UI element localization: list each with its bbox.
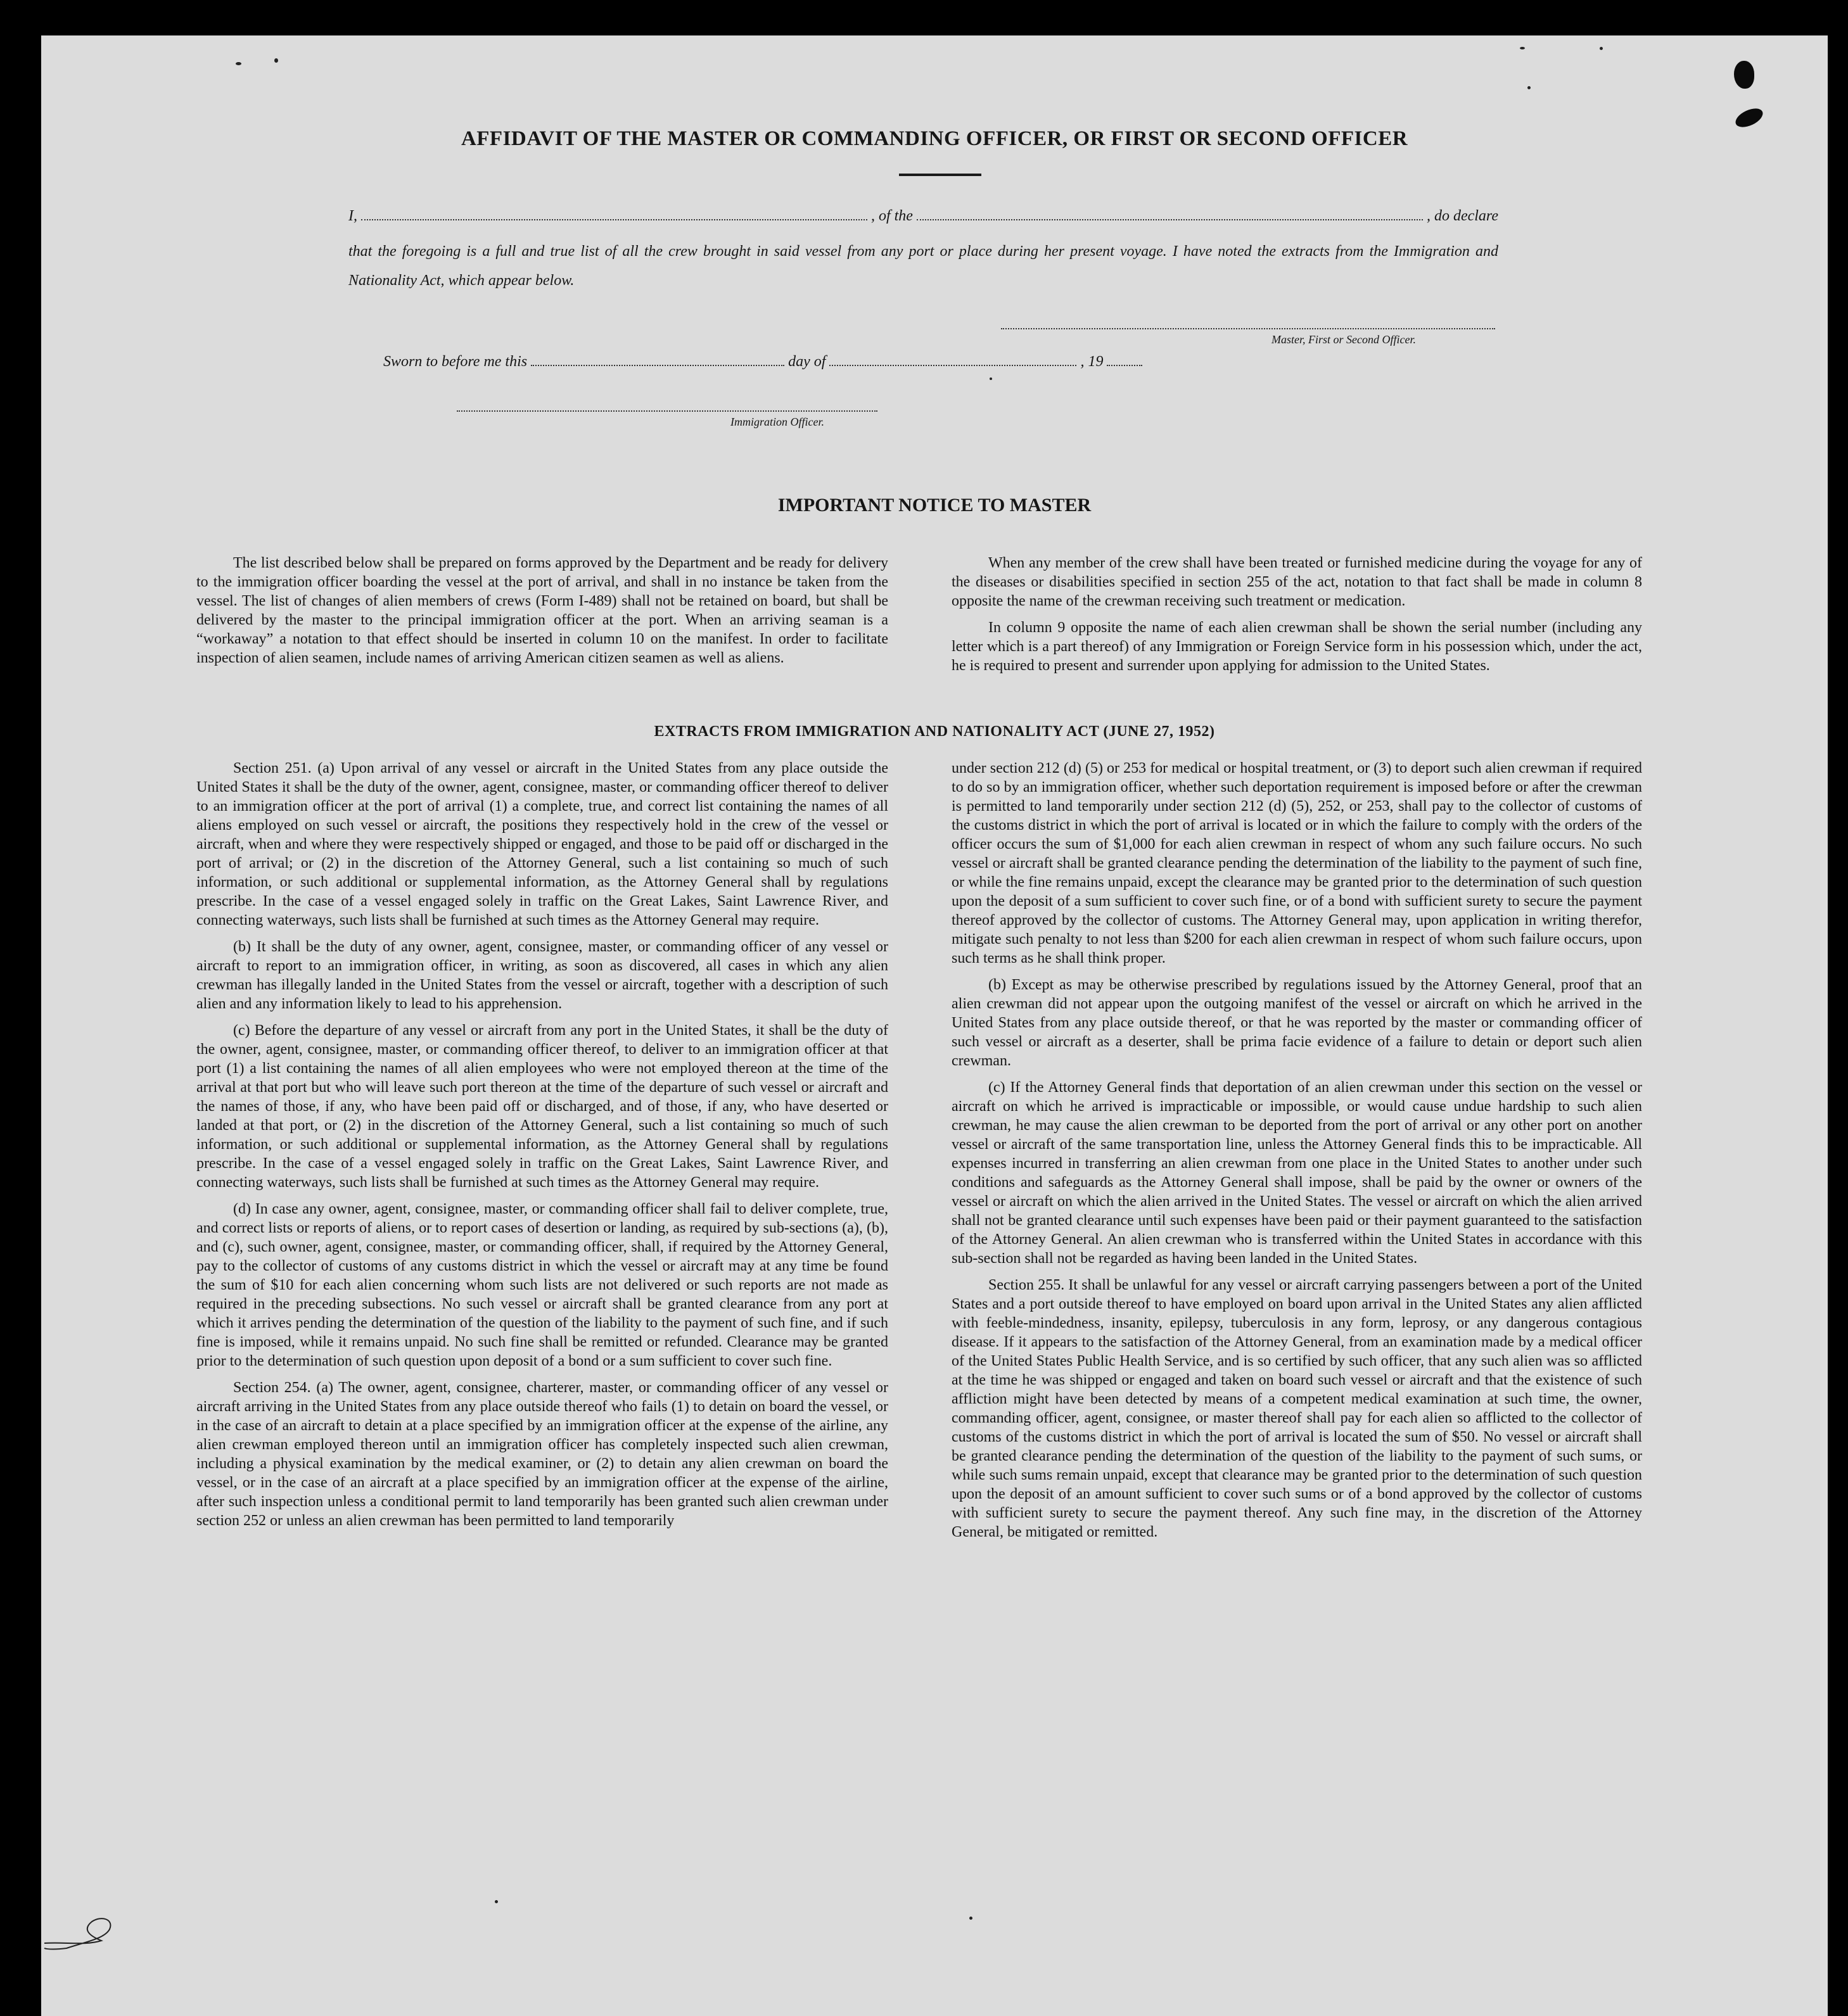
speck-mark (495, 1900, 498, 1903)
speck-mark (274, 58, 278, 63)
handwritten-mark (41, 1904, 143, 1955)
sworn-prefix-label: Sworn to before me this (383, 353, 528, 370)
affidavit-title: AFFIDAVIT OF THE MASTER OR COMMANDING OFFICER, OR FIRST OR SECOND OFFICER (461, 127, 1408, 150)
declaration-line (348, 208, 1498, 225)
notice-paragraph: In column 9 opposite the name of each alien crewman shall be shown the serial number (including any letter which is a part thereof) of any Immigration or Foreign Service form in his possession which, under the act, he is required to present and surrender upon applying for admission to the United States. (952, 619, 1642, 674)
notice-left-column (196, 554, 888, 675)
sworn-line (383, 353, 1258, 371)
extracts-left-column (196, 759, 888, 1538)
extract-paragraph: Section 254. (a) The owner, agent, consignee, charterer, master, or commanding officer of any vessel or aircraft arriving in the United States from any place outside thereof who fails (1) to detain on board the vessel, or in the case of an aircraft to detain at a place specified by an immigration officer at the expense of the airline, any alien crewman employed thereon until an immigration officer has completely inspected such alien crewman, including a physical examination by the medical examiner, or (2) to detain any alien crewman on board the vessel, or in the case of an aircraft at a place specified by an immigration officer at the expense of the airline, after such inspection unless a conditional permit to land temporarily has been granted such alien crewman under section 252 or unless an alien crewman has been permitted to land temporarily (196, 1379, 888, 1529)
vessel-blank-field[interactable] (917, 208, 1423, 220)
extract-paragraph: Section 251. (a) Upon arrival of any vessel or aircraft in the United States from any place outside the United States it shall be the duty of the owner, agent, consignee, master, or commanding officer thereof to deliver to an immigration officer at the port of arrival (1) a complete, true, and correct list containing the names of all aliens employed on such vessel or aircraft, the positions they respectively hold in the crew of the vessel or aircraft, when and where they were respectively shipped or engaged, and those to be paid off or discharged in the port of arrival; or (2) in the discretion of the Attorney General, such a list containing so much of such information, or such additional or supplemental information, as the Attorney General shall by regulations prescribe. In the case of a vessel engaged solely in traffic on the Great Lakes, Saint Lawrence River, and connecting waterways, such lists shall be furnished at such times as the Attorney General may require. (196, 760, 888, 929)
speck-mark (1520, 47, 1525, 49)
declaration-do-declare-label: , do declare (1426, 208, 1499, 224)
extract-paragraph: (b) It shall be the duty of any owner, agent, consignee, master, or commanding officer of any vessel or aircraft to report to an immigration officer, in writing, as soon as discovered, all cases in which any alien crewman has illegally landed in the United States from the vessel or aircraft, together with a description of such alien and any information likely to lead to his apprehension. (196, 939, 888, 1012)
declaration-statement: that the foregoing is a full and true list of all the crew brought in said vessel from any port or place during her present voyage. I have noted the extracts from the Immigration and Nationality Act, which appear below. (348, 243, 1498, 289)
document-page (41, 35, 1828, 2016)
extract-paragraph: (d) In case any owner, agent, consignee, master, or commanding officer shall fail to deliver complete, true, and correct lists or reports of aliens, or to report cases of desertion or landing, as required by sub-sections (a), (b), and (c), such owner, agent, consignee, master, or commanding officer, shall, if required by the Attorney General, pay to the collector of customs of any customs district in which the vessel or aircraft may at any time be found the sum of $10 for each alien concerning whom such lists are not delivered or such reports are not made as required in the preceding subsections. No such vessel or aircraft shall be granted clearance from any port at which it arrives pending the determination of the question of the liability to the payment of such fine, and if such fine is imposed, while it remains unpaid. No such fine shall be remitted or refunded. Clearance may be granted prior to the determination of such question upon deposit of a bond or a sum sufficient to cover such fine. (196, 1201, 888, 1369)
extract-paragraph: (b) Except as may be otherwise prescribed by regulations issued by the Attorney General, proof that an alien crewman did not appear upon the outgoing manifest of the vessel or aircraft on which he arrived in the United States from any place outside thereof, or that he was reported by the master or commanding officer of such vessel or aircraft as a deserter, shall be prima facie evidence of a failure to detain or deport such alien crewman. (952, 977, 1642, 1069)
name-blank-field[interactable] (361, 208, 867, 220)
master-signature-field[interactable] (1001, 328, 1495, 329)
sworn-year-field[interactable] (1107, 353, 1142, 366)
notice-paragraph: When any member of the crew shall have been treated or furnished medicine during the voyage for any of the diseases or disabilities specified in section 255 of the act, notation to that fact shall be made in column 8 opposite the name of the crewman receiving such treatment or medication. (952, 555, 1642, 609)
speck-mark (990, 377, 992, 380)
speck-mark (236, 62, 241, 65)
extract-paragraph: under section 212 (d) (5) or 253 for medical or hospital treatment, or (3) to deport such alien crewman if required to do so by an immigration officer, whether such deportation requirement is imposed before or after the crewman is permitted to land temporarily under section 212 (d) (5), 252, or 253, shall pay to the collector of customs of the customs district in which the port of arrival is located or in which the failure to comply with the orders of the officer occurs the sum of $1,000 for each alien crewman in respect of whom any such failure occurs. No such vessel or aircraft shall be granted clearance pending the determination of the liability to the payment of such fine, or while the fine remains unpaid, except the clearance may be granted prior to the determination of such question upon the deposit of a sum sufficient to cover such fine, or of a bond with sufficient surety to secure the payment thereof approved by the collector of customs. The Attorney General may, upon application in writing therefor, mitigate such penalty to not less than $200 for each alien crewman in respect of whom such failure occurs, upon such terms as he shall think proper. (952, 760, 1642, 967)
declaration-i-label: I, (348, 208, 357, 224)
speck-mark (1600, 47, 1603, 50)
officer-signature-field[interactable] (457, 410, 877, 412)
notice-paragraph: The list described below shall be prepared on forms approved by the Department and be ready for delivery to the immigration officer boarding the vessel at the port of arrival, and shall in no instance be taken from the vessel. The list of changes of alien members of crews (Form I-489) shall not be retained on board, but shall be delivered by the master to the principal immigration officer at the port. When an arriving seaman is a “workaway” a notation to that effect should be inserted in column 10 on the manifest. In order to facilitate inspection of alien seamen, include names of arriving American citizen seamen as well as aliens. (196, 555, 888, 666)
ink-blot (1734, 61, 1754, 89)
sworn-month-field[interactable] (829, 353, 1076, 366)
extract-paragraph: (c) If the Attorney General finds that deportation of an alien crewman under this section on the vessel or aircraft on which he arrived is impracticable or impossible, or would cause undue hardship to such alien crewman, he may cause the alien crewman to be deported from the port of arrival or any other port on another vessel or aircraft of the same transportation line, unless the Attorney General finds this to be impracticable. All expenses incurred in transferring an alien crewman from one place in the United States to another under such conditions and safeguards as the Attorney General shall impose, shall be paid by the owner or owners of the vessel or aircraft on which the alien arrived in the United States. The vessel or aircraft on which the alien arrived shall not be granted clearance until such expenses have been paid or their payment guaranteed to the satisfaction of the Attorney General. An alien crewman who is transferred within the United States in accordance with this sub-section shall not be regarded as having been landed in the United States. (952, 1079, 1642, 1267)
extract-paragraph: Section 255. It shall be unlawful for any vessel or aircraft carrying passengers between a port of the United States and a port outside thereof to have employed on board upon arrival in the United States any alien afflicted with feeble-mindedness, insanity, epilepsy, tuberculosis in any form, leprosy, or any dangerous contagious disease. If it appears to the satisfaction of the Attorney General, from an examination made by a medical officer of the United States Public Health Service, and is so certified by such officer, that any such alien was so afflicted at the time he was shipped or engaged and taken on board such vessel or aircraft and that the existence of such affliction might have been detected by means of a competent medical examination at such time, the owner, commanding officer, agent, consignee, or master thereof shall pay for each alien so afflicted to the collector of customs of the customs district in which the port of arrival is located the sum of $50. No vessel or aircraft shall be granted clearance pending the determination of the question of the liability to the payment of such sums, or while such sums remain unpaid, except that clearance may be granted prior to the determination of such question upon the deposit of an amount sufficient to cover such sums or of a bond approved by the collector of customs with sufficient surety to secure the payment thereof. Any such fine may, in the discretion of the Attorney General, be mitigated or remitted. (952, 1277, 1642, 1540)
notice-title: IMPORTANT NOTICE TO MASTER (777, 495, 1092, 516)
master-signature-label: Master, First or Second Officer. (1271, 333, 1416, 346)
sworn-day-of-label: day of (788, 353, 826, 370)
officer-signature-label: Immigration Officer. (730, 415, 824, 428)
notice-right-column (952, 554, 1642, 683)
extracts-title: EXTRACTS FROM IMMIGRATION AND NATIONALITY ACT (JUNE 27, 1952) (654, 723, 1215, 740)
speck-mark (1527, 86, 1531, 89)
sworn-year-label: , 19 (1080, 353, 1104, 370)
extracts-right-column (952, 759, 1642, 1549)
declaration-of-the-label: , of the (870, 208, 913, 224)
title-divider (899, 174, 981, 176)
extract-paragraph: (c) Before the departure of any vessel or aircraft from any port in the United States, it shall be the duty of the owner, agent, consignee, master, or commanding officer thereof, to deliver to an immigration officer at that port (1) a list containing the names of all alien employees who were not employed thereon at the time of the arrival at that port but who will leave such port thereon at the time of the departure of such vessel or aircraft and the names of those, if any, who have been paid off or discharged, and of those, if any, who have deserted or landed at that port, or (2) in the discretion of the Attorney General, such a list containing so much of such information, or such additional or supplemental information, as the Attorney General shall by regulations prescribe. In the case of a vessel engaged solely in traffic on the Great Lakes, Saint Lawrence River, and connecting waterways, such lists shall be furnished at such times as the Attorney General may require. (196, 1022, 888, 1191)
sworn-day-field[interactable] (531, 353, 784, 366)
speck-mark (969, 1917, 972, 1920)
